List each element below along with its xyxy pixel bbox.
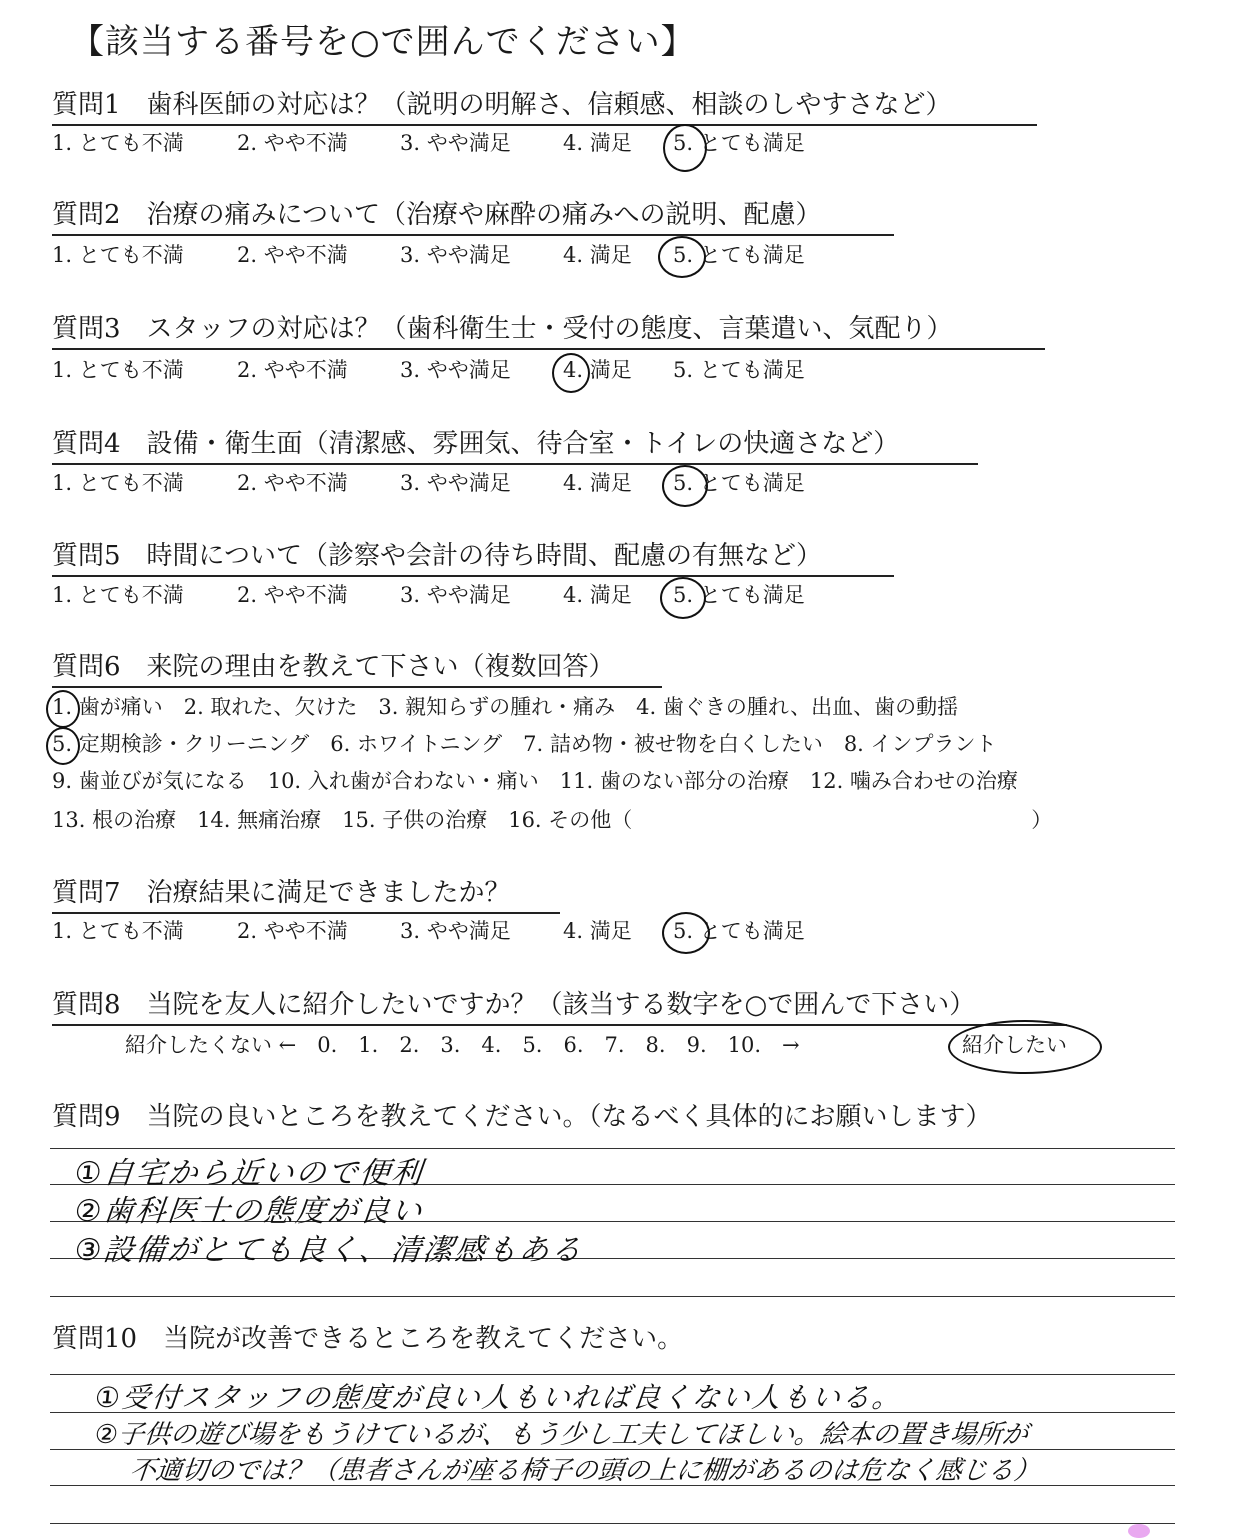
option-2[interactable]: 2. やや不満 xyxy=(237,583,348,607)
question-8-right-label[interactable]: 紹介したい xyxy=(962,1033,1067,1057)
handwritten-answer: ②歯科医士の態度が良い xyxy=(72,1194,426,1229)
handwritten-answer: 不適切のでは？（患者さんが座る椅子の頭の上に棚があるのは危なく感じる） xyxy=(128,1456,1042,1486)
form-header: 【該当する番号を○で囲んでください】 xyxy=(70,22,696,62)
ink-smudge xyxy=(1128,1524,1150,1538)
question-2-title: 質問2 治療の痛みについて（治療や麻酔の痛みへの説明、配慮） xyxy=(52,198,894,236)
question-9-title: 質問9 当院の良いところを教えてください。（なるべく具体的にお願いします） xyxy=(52,1102,992,1132)
option-2[interactable]: 2. やや不満 xyxy=(237,471,348,495)
handwritten-answer: ②子供の遊び場をもうけているが、もう少し工夫してほしい。絵本の置き場所が xyxy=(93,1420,1030,1450)
selection-circle xyxy=(46,727,80,765)
selection-circle xyxy=(552,353,590,393)
option-4[interactable]: 4. 満足 xyxy=(563,131,632,155)
question-6-line-3[interactable]: 9. 歯並びが気になる 10. 入れ歯が合わない・痛い 11. 歯のない部分の治療 12. 噛み合わせの治療 xyxy=(52,769,1018,793)
option-5[interactable]: 5. とても満足 xyxy=(673,471,805,495)
option-1[interactable]: 1. とても不満 xyxy=(52,243,184,267)
option-2[interactable]: 2. やや不満 xyxy=(237,358,348,382)
question-8-title: 質問8 当院を友人に紹介したいですか？（該当する数字を○で囲んで下さい） xyxy=(52,988,1067,1026)
option-4[interactable]: 4. 満足 xyxy=(563,919,632,943)
option-1[interactable]: 1. とても不満 xyxy=(52,358,184,382)
option-1[interactable]: 1. とても不満 xyxy=(52,131,184,155)
question-6-line-2[interactable]: 5. 定期検診・クリーニング 6. ホワイトニング 7. 詰め物・被せ物を白くしたい 8. インプラント xyxy=(52,732,997,756)
selection-circle xyxy=(662,465,708,507)
answer-line xyxy=(50,1523,1175,1524)
selection-circle xyxy=(660,577,706,619)
option-4[interactable]: 4. 満足 xyxy=(563,471,632,495)
option-3[interactable]: 3. やや満足 xyxy=(400,131,511,155)
option-5[interactable]: 5. とても満足 xyxy=(673,919,805,943)
option-3[interactable]: 3. やや満足 xyxy=(400,243,511,267)
question-8-scale[interactable]: 紹介したくない ← 0. 1. 2. 3. 4. 5. 6. 7. 8. 9. 10. → xyxy=(125,1033,800,1057)
answer-line xyxy=(50,1296,1175,1297)
option-2[interactable]: 2. やや不満 xyxy=(237,919,348,943)
option-4[interactable]: 4. 満足 xyxy=(563,358,632,382)
question-3-options xyxy=(52,355,805,385)
question-3-title: 質問3 スタッフの対応は？（歯科衛生士・受付の態度、言葉遣い、気配り） xyxy=(52,312,1045,350)
question-7-title: 質問7 治療結果に満足できましたか？ xyxy=(52,876,560,914)
option-3[interactable]: 3. やや満足 xyxy=(400,358,511,382)
option-1[interactable]: 1. とても不満 xyxy=(52,583,184,607)
option-2[interactable]: 2. やや不満 xyxy=(237,243,348,267)
question-6-title: 質問6 来院の理由を教えて下さい（複数回答） xyxy=(52,650,662,688)
question-6-line-4[interactable]: 13. 根の治療 14. 無痛治療 15. 子供の治療 16. その他（ ） xyxy=(52,808,1053,832)
option-2[interactable]: 2. やや不満 xyxy=(237,131,348,155)
selection-circle xyxy=(663,124,707,172)
question-5-title: 質問5 時間について（診察や会計の待ち時間、配慮の有無など） xyxy=(52,539,894,577)
option-3[interactable]: 3. やや満足 xyxy=(400,471,511,495)
selection-circle xyxy=(948,1020,1102,1074)
question-6-line-1[interactable]: 1. 歯が痛い 2. 取れた、欠けた 3. 親知らずの腫れ・痛み 4. 歯ぐきの腫れ、出血、歯の動揺 xyxy=(52,695,959,719)
selection-circle xyxy=(46,690,80,728)
option-1[interactable]: 1. とても不満 xyxy=(52,471,184,495)
selection-circle xyxy=(662,912,710,954)
handwritten-answer: ①自宅から近いので便利 xyxy=(72,1156,426,1191)
answer-line xyxy=(50,1374,1175,1375)
option-5[interactable]: 5. とても満足 xyxy=(673,358,805,382)
selection-circle xyxy=(658,236,706,278)
option-4[interactable]: 4. 満足 xyxy=(563,583,632,607)
option-4[interactable]: 4. 満足 xyxy=(563,243,632,267)
handwritten-answer: ③設備がとても良く、清潔感もある xyxy=(72,1233,585,1268)
option-3[interactable]: 3. やや満足 xyxy=(400,919,511,943)
option-1[interactable]: 1. とても不満 xyxy=(52,919,184,943)
option-5[interactable]: 5. とても満足 xyxy=(673,243,805,267)
option-3[interactable]: 3. やや満足 xyxy=(400,583,511,607)
question-1-title: 質問1 歯科医師の対応は？（説明の明解さ、信頼感、相談のしやすさなど） xyxy=(52,88,1037,126)
question-10-title: 質問10 当院が改善できるところを教えてください。 xyxy=(52,1324,684,1354)
question-4-title: 質問4 設備・衛生面（清潔感、雰囲気、待合室・トイレの快適さなど） xyxy=(52,427,978,465)
option-5[interactable]: 5. とても満足 xyxy=(673,131,805,155)
option-5[interactable]: 5. とても満足 xyxy=(673,583,805,607)
handwritten-answer: ①受付スタッフの態度が良い人もいれば良くない人もいる。 xyxy=(93,1381,904,1414)
